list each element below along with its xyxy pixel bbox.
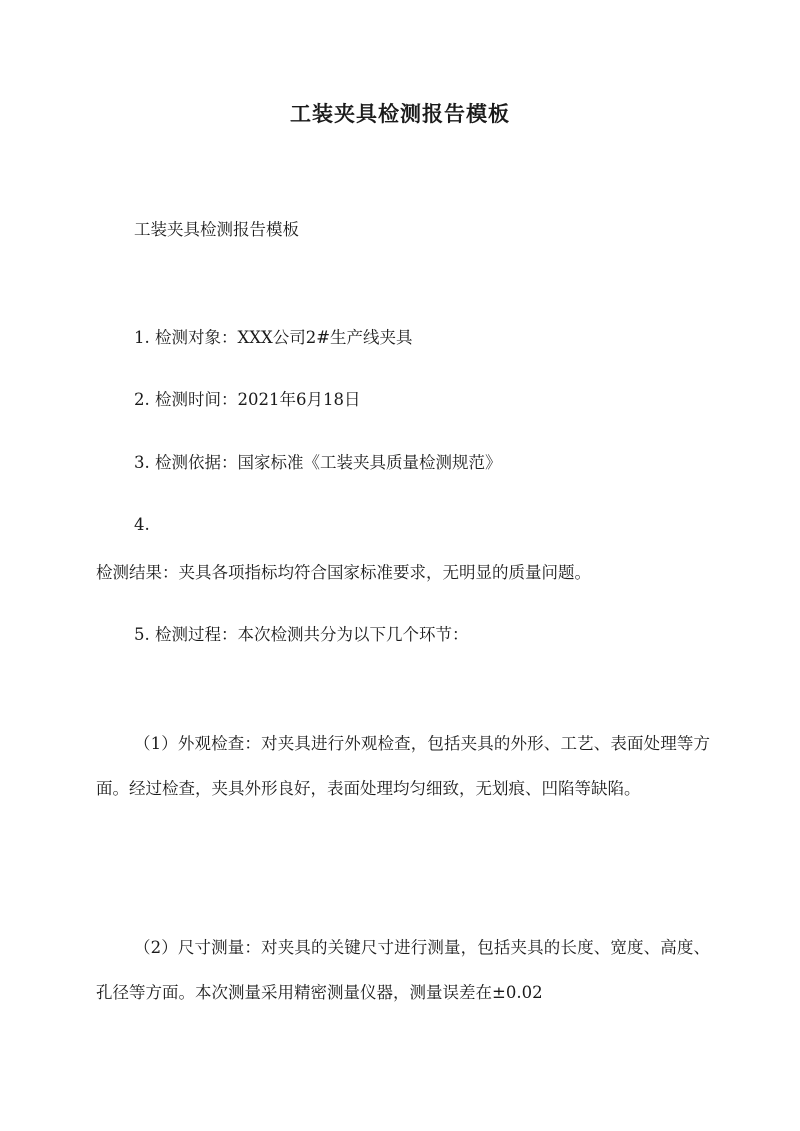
item-inspection-object: 1. 检测对象：XXX公司2#生产线夹具: [134, 328, 413, 347]
section-appearance-check: （1）外观检查：对夹具进行外观检查，包括夹具的外形、工艺、表面处理等方面。经过检查，夹具外形良好，表面处理均匀细致，无划痕、凹陷等缺陷。: [96, 734, 710, 798]
document-title: 工装夹具检测报告模板: [290, 101, 510, 126]
item-inspection-time: 2. 检测时间：2021年6月18日: [134, 390, 361, 409]
item-result-number: 4.: [134, 515, 150, 534]
section-dimension-measurement: （2）尺寸测量：对夹具的关键尺寸进行测量，包括夹具的长度、宽度、高度、孔径等方面。本次测量采用精密测量仪器，测量误差在±0.02: [96, 938, 710, 1002]
item-inspection-basis: 3. 检测依据：国家标准《工装夹具质量检测规范》: [134, 453, 502, 472]
item-inspection-process: 5. 检测过程：本次检测共分为以下几个环节：: [134, 625, 469, 644]
document-subtitle: 工装夹具检测报告模板: [134, 220, 299, 239]
item-inspection-result: 检测结果：夹具各项指标均符合国家标准要求，无明显的质量问题。: [96, 563, 591, 582]
